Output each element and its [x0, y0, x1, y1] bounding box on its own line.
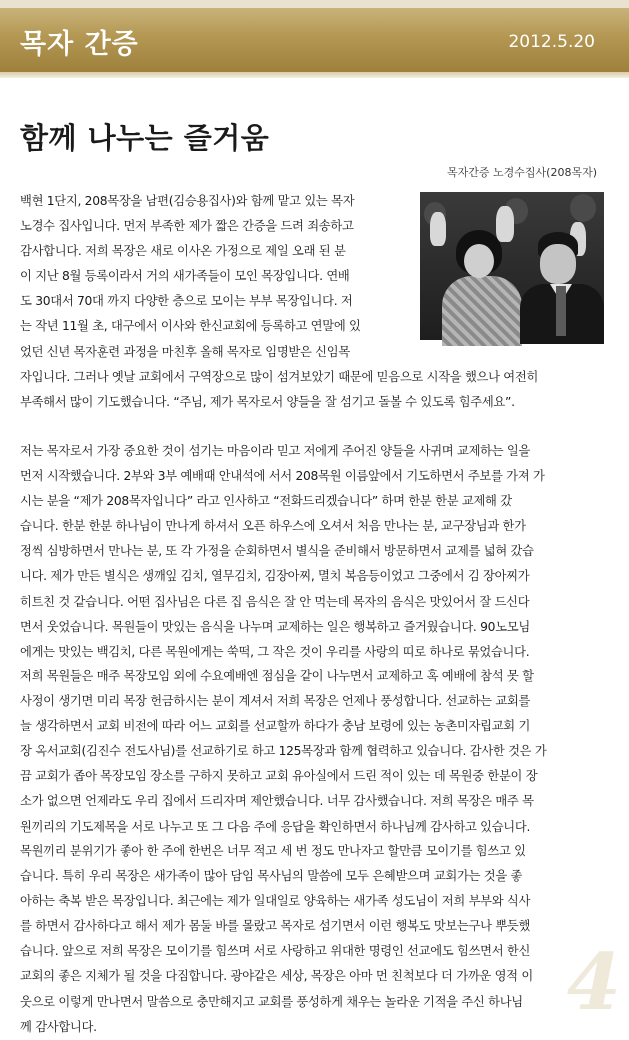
text-line: 소가 없으면 언제라도 우리 집에서 드리자며 제안했습니다. 너무 감사했습니다. 저희 목장은 매주 목 — [20, 794, 534, 809]
text-line: 는 작년 11월 초, 대구에서 이사와 한신교회에 등록하고 연말에 있 — [20, 319, 361, 334]
text-line: 히트친 것 같습니다. 어떤 집사님은 다른 집 음식은 잘 안 먹는데 목자의 음식은 맛있어서 잘 드신다 — [20, 594, 530, 609]
text-line: 사정이 생기면 미리 목장 헌금하시는 분이 계셔서 저희 목장은 언제나 풍성합니다. 선교하는 교회를 — [20, 694, 531, 709]
text-line: 면서 웃었습니다. 목원들이 맛있는 음식을 나누며 교제하는 일은 행복하고 즐거웠습니다. 90노모님 — [20, 619, 530, 634]
text-line: 시는 분을 “제가 208목자입니다” 라고 인사하고 “전화드리겠습니다” 하며 한분 한분 교제해 갔 — [20, 494, 512, 509]
text-line: 었던 신년 목자훈련 과정을 마친후 올해 목자로 임명받은 신임목 — [20, 344, 350, 359]
text-line: 정씩 심방하면서 만나는 분, 또 각 가정을 순회하면서 별식을 준비해서 방문하면서 교제를 넓혀 갔습 — [20, 544, 534, 559]
paragraph-4 — [20, 839, 606, 1040]
text-line: 장 옥서교회(김진수 전도사님)를 선교하기로 하고 125목장과 함께 협력하고 있습니다. 감사한 것은 가 — [20, 744, 547, 759]
paragraph-1-wrapped — [20, 189, 408, 365]
article-byline: 목자간증 노경수집사(208목자) — [447, 166, 597, 179]
text-line: 자입니다. 그러나 옛날 교회에서 구역장으로 많이 섬겨보았기 때문에 믿음으로 시작을 했으나 여전히 — [20, 370, 539, 384]
text-line: 먼저 시작했습니다. 2부와 3부 예배때 안내석에 서서 208목원 이름앞에서 기도하면서 주보를 가져 가 — [20, 469, 545, 484]
text-line: 교회의 좋은 지체가 될 것을 다짐합니다. 광야같은 세상, 목장은 아마 먼 친척보다 더 가까운 영적 이 — [20, 969, 533, 984]
text-line: 끔 교회가 좁아 목장모임 장소를 구하지 못하고 교회 유아실에서 드린 적이 있는 데 목원중 한분이 장 — [20, 769, 538, 784]
paragraph-2 — [20, 439, 606, 665]
paragraph-3 — [20, 664, 606, 840]
text-line: 목원끼리 분위기가 좋아 한 주에 한번은 너무 적고 세 번 정도 만나자고 할만큼 모이기를 힘쓰고 있 — [20, 844, 526, 858]
text-line: 저희 목원들은 매주 목장모임 외에 수요예배엔 점심을 같이 나누면서 교제하고 혹 예배에 참석 못 할 — [20, 669, 534, 683]
text-line: 습니다. 앞으로 저희 목장은 모이기를 힘쓰며 서로 사랑하고 위대한 명령인 선교에도 힘쓰면서 한신 — [20, 944, 531, 959]
text-line: 웃으로 이렇게 만나면서 말씀으로 충만해지고 교회를 풍성하게 채우는 놀라운 기적을 주신 하나님 — [20, 994, 523, 1009]
text-line: 백현 1단지, 208목장을 남편(김승용집사)와 함께 맡고 있는 목자 — [20, 194, 355, 208]
paragraph-1-full — [20, 365, 606, 415]
worship-photo — [420, 192, 604, 340]
text-line: 저는 목자로서 가장 중요한 것이 섬기는 마음이라 믿고 저에게 주어진 양들을 사귀며 교제하는 일을 — [20, 444, 531, 458]
text-line: 니다. 제가 만든 별식은 생깨잎 김치, 열무김치, 김장아찌, 멸치 복음등이었고 그중에서 김 장아찌가 — [20, 569, 530, 584]
text-line: 께 감사합니다. — [20, 1019, 97, 1034]
text-line: 습니다. 한분 한분 하나님이 만나게 하셔서 오픈 하우스에 오셔서 처음 만나는 분, 교구장님과 한가 — [20, 519, 526, 534]
text-line: 감사합니다. 저희 목장은 새로 이사온 가정으로 제일 오래 된 분 — [20, 244, 346, 259]
article-title: 함께 나누는 즐거움 — [20, 121, 270, 155]
text-line: 에게는 맛있는 백김치, 다른 목원에게는 쑥떡, 그 작은 것이 우리를 사랑의 띠로 하나로 묶었습니다. — [20, 644, 530, 659]
section-title: 목자 간증 — [20, 29, 139, 60]
text-line: 원끼리의 기도제목을 서로 나누고 또 그 다음 주에 응답을 확인하면서 하나님께 감사하고 있습니다. — [20, 819, 531, 834]
text-line: 늘 생각하면서 교회 비전에 따라 어느 교회를 선교할까 하다가 충남 보령에 있는 농촌미자립교회 기 — [20, 719, 531, 734]
page-number: 4 — [566, 937, 621, 1028]
text-line: 부족해서 많이 기도했습니다. “주님, 제가 목자로서 양들을 잘 섬기고 돌볼 수 있도록 힘주세요”. — [20, 395, 515, 410]
text-line: 를 하면서 감사하다고 해서 제가 몸둘 바를 몰랐고 목자로 섬기면서 이런 행복도 맛보는구나 뿌듯했 — [20, 919, 531, 934]
issue-date: 2012.5.20 — [508, 32, 595, 52]
section-header-band — [0, 0, 629, 72]
text-line: 아하는 축복 받은 목장입니다. 최근에는 제가 일대일로 양육하는 새가족 성도님이 저희 부부와 식사 — [20, 894, 531, 909]
text-line: 이 지난 8월 등록이라서 거의 새가족들이 모인 목장입니다. 연배 — [20, 269, 350, 284]
text-line: 습니다. 특히 우리 목장은 새가족이 많아 담임 목사님의 말씀에 모두 은혜받으며 교회가는 것을 좋 — [20, 869, 523, 884]
text-line: 도 30대서 70대 까지 다양한 층으로 모이는 부부 목장입니다. 저 — [20, 294, 353, 309]
text-line: 노경수 집사입니다. 먼저 부족한 제가 짧은 간증을 드려 죄송하고 — [20, 219, 354, 234]
